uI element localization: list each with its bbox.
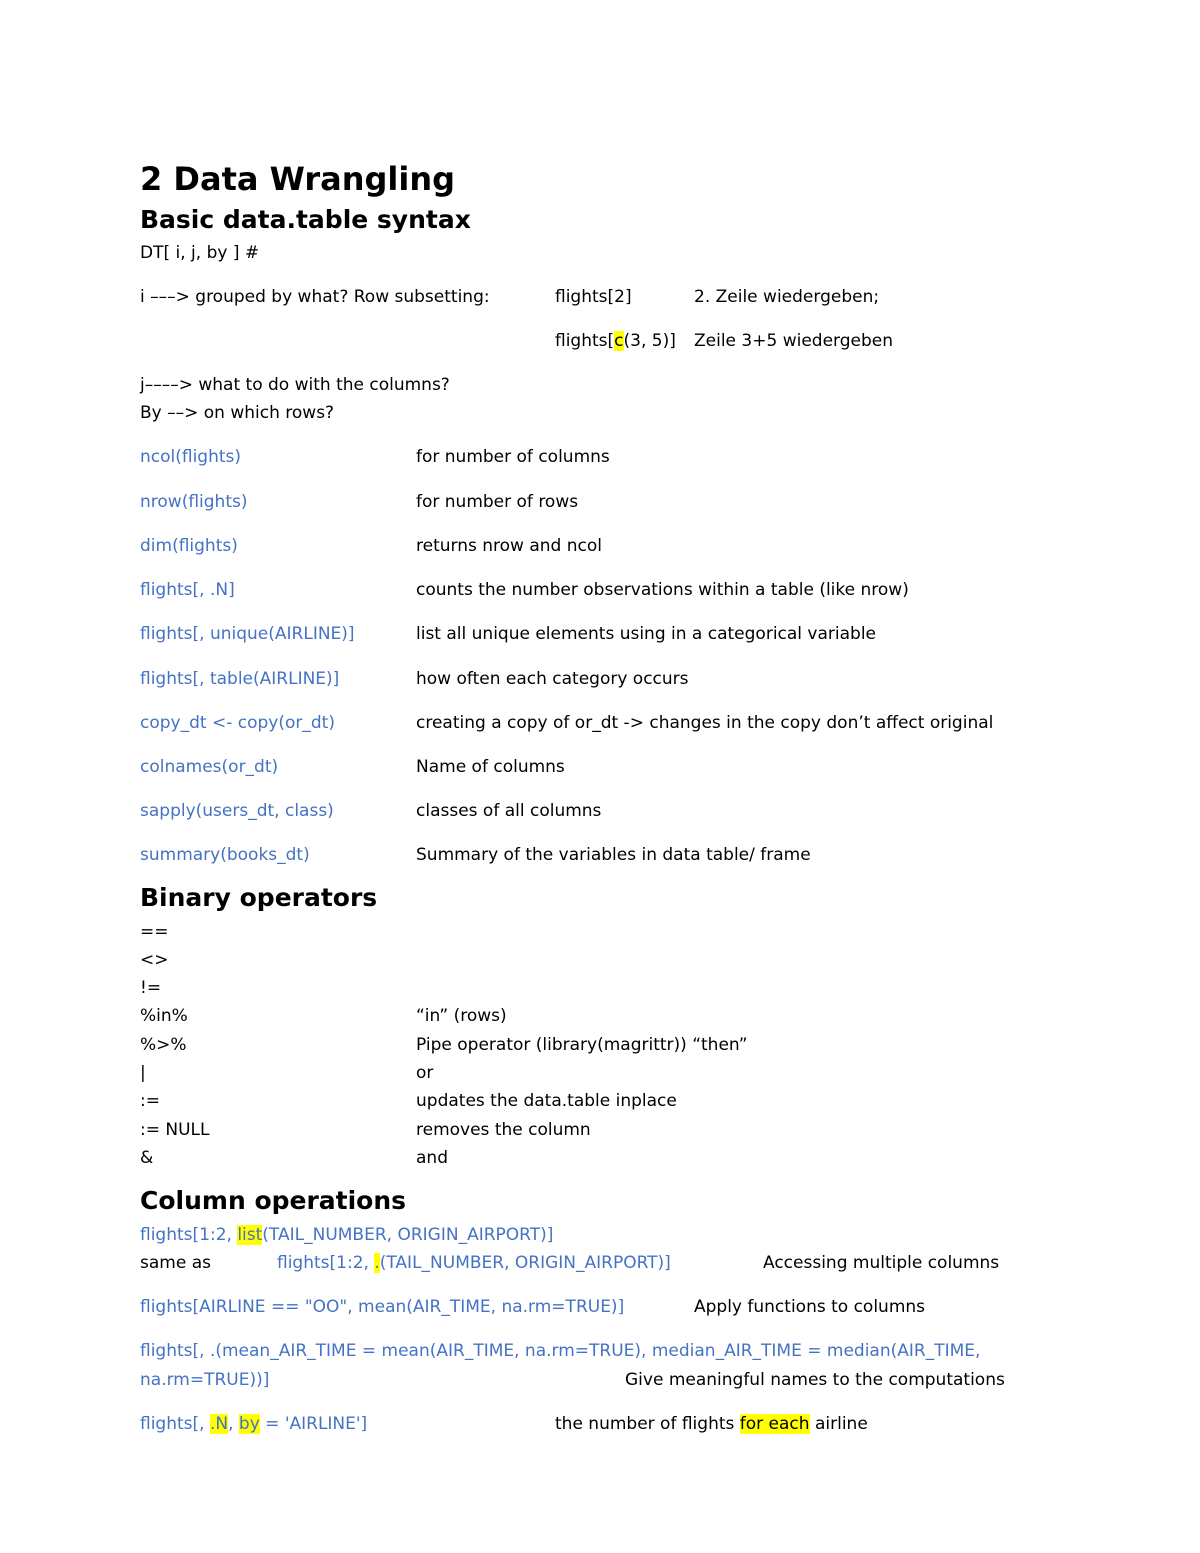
function-desc: for number of rows bbox=[416, 492, 579, 512]
column-op-line-5-desc bbox=[555, 1414, 868, 1434]
operator: | bbox=[140, 1063, 146, 1083]
column-op-line-2 bbox=[277, 1253, 671, 1273]
section-heading-basic: Basic data.table syntax bbox=[140, 205, 471, 234]
function-code: flights[, unique(AIRLINE)] bbox=[140, 624, 355, 644]
function-desc: how often each category occurs bbox=[416, 669, 689, 689]
code-part: flights[ bbox=[555, 331, 615, 351]
code-part: (TAIL_NUMBER, ORIGIN_AIRPORT)] bbox=[262, 1225, 554, 1245]
code-part: flights[1:2, bbox=[140, 1225, 238, 1245]
function-desc: Summary of the variables in data table/ frame bbox=[416, 845, 811, 865]
function-desc: Name of columns bbox=[416, 757, 565, 777]
i-example-2-desc: Zeile 3+5 wiedergeben bbox=[694, 331, 893, 351]
column-op-line-4-desc: Give meaningful names to the computations bbox=[625, 1370, 1005, 1390]
code-part: flights[1:2, bbox=[277, 1253, 375, 1273]
document-page bbox=[140, 0, 1070, 1553]
operator-desc: and bbox=[416, 1148, 448, 1168]
function-desc: creating a copy of or_dt -> changes in the copy don’t affect original bbox=[416, 713, 994, 733]
function-code: dim(flights) bbox=[140, 536, 238, 556]
operator-desc: updates the data.table inplace bbox=[416, 1091, 677, 1111]
function-code: copy_dt <- copy(or_dt) bbox=[140, 713, 335, 733]
operator: == bbox=[140, 922, 169, 942]
function-code: nrow(flights) bbox=[140, 492, 248, 512]
i-example-2-code bbox=[555, 331, 676, 351]
desc-part: the number of flights bbox=[555, 1414, 740, 1434]
operator: := NULL bbox=[140, 1120, 210, 1140]
function-code: summary(books_dt) bbox=[140, 845, 310, 865]
operator-desc: Pipe operator (library(magrittr)) “then” bbox=[416, 1035, 748, 1055]
operator: != bbox=[140, 978, 162, 998]
code-part: (3, 5)] bbox=[623, 331, 676, 351]
column-op-line-3: flights[AIRLINE == "OO", mean(AIR_TIME, na.rm=TRUE)] bbox=[140, 1297, 625, 1317]
function-desc: counts the number observations within a table (like nrow) bbox=[416, 580, 909, 600]
code-part: , bbox=[228, 1414, 239, 1434]
by-line: By ––> on which rows? bbox=[140, 403, 335, 423]
i-example-1-code: flights[2] bbox=[555, 287, 632, 307]
same-as-label: same as bbox=[140, 1253, 211, 1273]
function-code: flights[, table(AIRLINE)] bbox=[140, 669, 340, 689]
highlighted-code: . bbox=[374, 1253, 380, 1273]
column-op-line-4a: flights[, .(mean_AIR_TIME = mean(AIR_TIME, na.rm=TRUE), median_AIR_TIME = median(AIR_TIME, bbox=[140, 1341, 981, 1361]
desc-part: airline bbox=[809, 1414, 868, 1434]
operator: <> bbox=[140, 950, 169, 970]
section-heading-binary: Binary operators bbox=[140, 883, 378, 912]
i-line-label: i –––> grouped by what? Row subsetting: bbox=[140, 287, 490, 307]
highlighted-code: .N bbox=[209, 1414, 229, 1434]
function-desc: returns nrow and ncol bbox=[416, 536, 602, 556]
operator-desc: or bbox=[416, 1063, 434, 1083]
code-part: (TAIL_NUMBER, ORIGIN_AIRPORT)] bbox=[379, 1253, 671, 1273]
function-code: flights[, .N] bbox=[140, 580, 235, 600]
highlighted-text: for each bbox=[739, 1414, 810, 1434]
function-desc: for number of columns bbox=[416, 447, 610, 467]
operator: %>% bbox=[140, 1035, 187, 1055]
highlighted-code: list bbox=[237, 1225, 263, 1245]
operator-desc: “in” (rows) bbox=[416, 1006, 507, 1026]
column-op-line-3-desc: Apply functions to columns bbox=[694, 1297, 926, 1317]
section-heading-column: Column operations bbox=[140, 1186, 407, 1215]
function-desc: list all unique elements using in a categorical variable bbox=[416, 624, 877, 644]
function-code: ncol(flights) bbox=[140, 447, 242, 467]
highlighted-code: by bbox=[238, 1414, 260, 1434]
syntax-line: DT[ i, j, by ] # bbox=[140, 243, 260, 263]
page-title: 2 Data Wrangling bbox=[140, 160, 456, 198]
function-code: colnames(or_dt) bbox=[140, 757, 279, 777]
operator-desc: removes the column bbox=[416, 1120, 591, 1140]
highlighted-code: c bbox=[614, 331, 624, 351]
operator: & bbox=[140, 1148, 154, 1168]
code-part: flights[, bbox=[140, 1414, 210, 1434]
i-example-1-desc: 2. Zeile wiedergeben; bbox=[694, 287, 880, 307]
function-code: sapply(users_dt, class) bbox=[140, 801, 334, 821]
function-desc: classes of all columns bbox=[416, 801, 602, 821]
code-part: = 'AIRLINE'] bbox=[259, 1414, 368, 1434]
j-line: j––––> what to do with the columns? bbox=[140, 375, 450, 395]
operator: %in% bbox=[140, 1006, 188, 1026]
column-op-line-5 bbox=[140, 1414, 367, 1434]
operator: := bbox=[140, 1091, 160, 1111]
column-op-line-2-desc: Accessing multiple columns bbox=[763, 1253, 1000, 1273]
column-op-line-4b: na.rm=TRUE))] bbox=[140, 1370, 270, 1390]
column-op-line-1 bbox=[140, 1225, 553, 1245]
